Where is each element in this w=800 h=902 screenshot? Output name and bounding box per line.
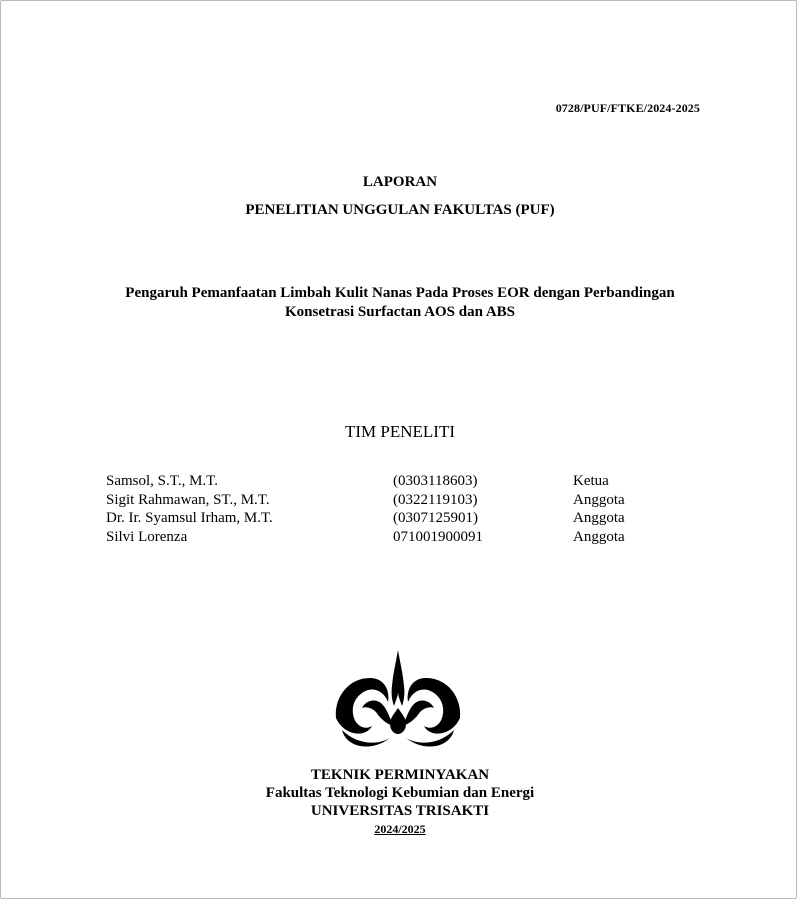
member-role: Ketua <box>573 473 609 489</box>
footer-university: UNIVERSITAS TRISAKTI <box>310 803 490 819</box>
member-role: Anggota <box>573 510 625 526</box>
team-heading: TIM PENELITI <box>344 422 455 441</box>
member-role: Anggota <box>573 528 625 545</box>
footer-faculty: Fakultas Teknologi Kebumian dan Energi <box>265 785 535 801</box>
footer-department: TEKNIK PERMINYAKAN <box>310 767 490 783</box>
report-label: LAPORAN <box>362 174 438 190</box>
member-name: Sigit Rahmawan, ST., M.T. <box>106 491 270 508</box>
member-id: (0303118603) <box>393 473 478 489</box>
document-number: 0728/PUF/FTKE/2024-2025 <box>555 101 700 115</box>
team-member-row <box>106 509 666 528</box>
research-title <box>0 284 800 322</box>
team-list <box>106 472 666 546</box>
team-member-row <box>106 472 666 491</box>
team-member-row <box>106 491 666 510</box>
footer-year: 2024/2025 <box>374 822 426 836</box>
member-name: Dr. Ir. Syamsul Irham, M.T. <box>106 510 273 526</box>
footer-year-container <box>0 822 800 837</box>
member-name: Silvi Lorenza <box>106 528 188 545</box>
research-title-line-1: Pengaruh Pemanfaatan Limbah Kulit Nanas Pada Proses EOR dengan Perbandingan <box>125 285 675 301</box>
member-role: Anggota <box>573 491 625 508</box>
report-type: PENELITIAN UNGGULAN FAKULTAS (PUF) <box>245 202 555 218</box>
member-id: (0322119103) <box>393 491 478 508</box>
trisakti-university-logo-icon <box>332 648 464 752</box>
team-member-row <box>106 528 666 547</box>
member-id: 071001900091 <box>393 528 483 545</box>
member-id: (0307125901) <box>393 510 478 526</box>
member-name: Samsol, S.T., M.T. <box>106 473 218 489</box>
research-title-line-2: Konsetrasi Surfactan AOS dan ABS <box>284 304 516 320</box>
